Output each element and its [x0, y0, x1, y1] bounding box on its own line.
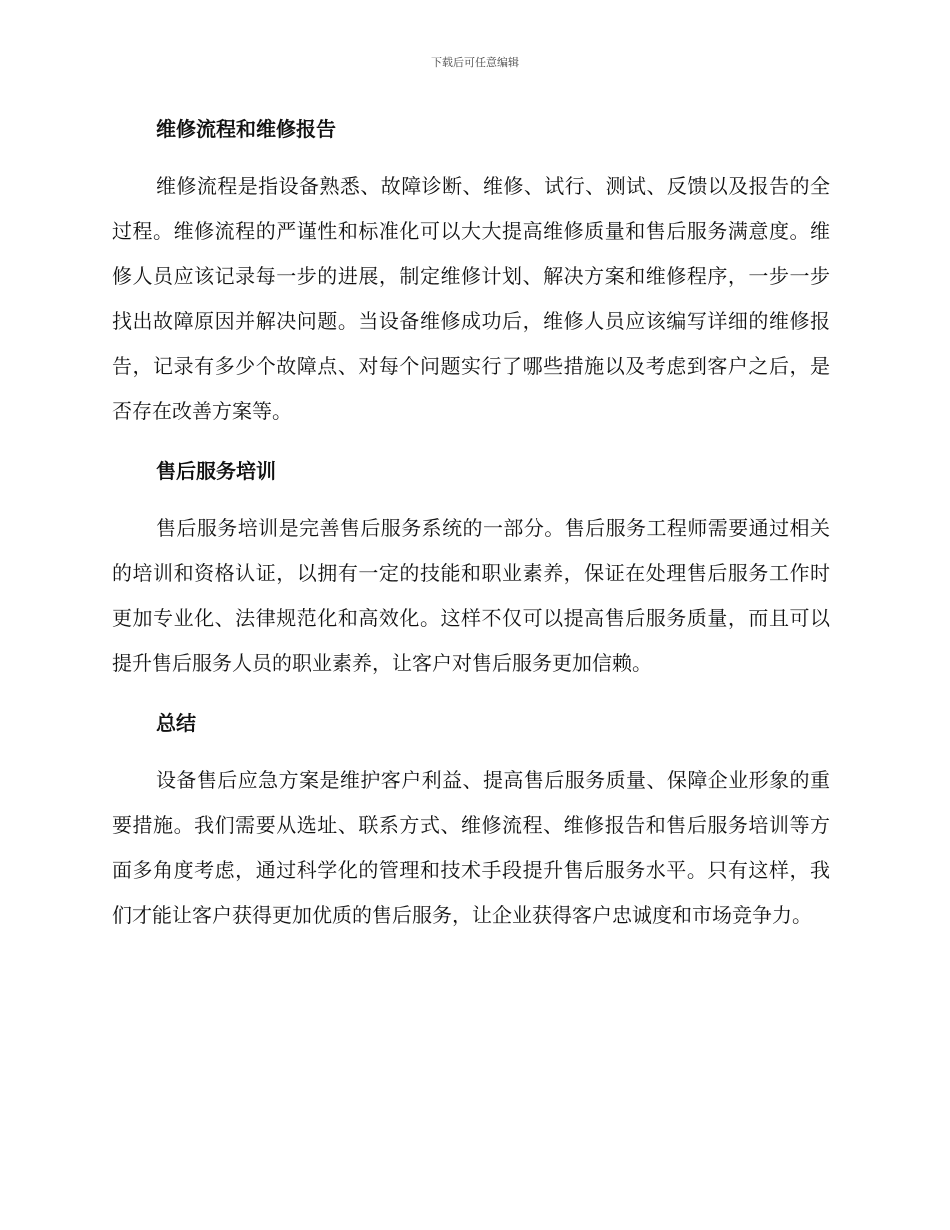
- section-title-summary: 总结: [156, 711, 196, 735]
- page-header: 下载后可任意编辑: [431, 56, 519, 69]
- section-title-service-training: 售后服务培训: [156, 459, 276, 483]
- paragraph-summary: 设备售后应急方案是维护客户利益、提高售后服务质量、保障企业形象的重要措施。我们需要从选址、联系方式、维修流程、维修报告和售后服务培训等方面多角度考虑，通过科学化的管理和技术手段提升售后服务水平。只有这样，我们才能让客户获得更加优质的售后服务，让企业获得客户忠诚度和市场竞争力。: [112, 768, 830, 927]
- section-title-repair-process: 维修流程和维修报告: [156, 117, 336, 141]
- paragraph-repair-process: 维修流程是指设备熟悉、故障诊断、维修、试行、测试、反馈以及报告的全过程。维修流程的严谨性和标准化可以大大提高维修质量和售后服务满意度。维修人员应该记录每一步的进展，制定维修计划、解决方案和维修程序，一步一步找出故障原因并解决问题。当设备维修成功后，维修人员应该编写详细的维修报告，记录有多少个故障点、对每个问题实行了哪些措施以及考虑到客户之后，是否存在改善方案等。: [112, 174, 830, 423]
- paragraph-service-training: 售后服务培训是完善售后服务系统的一部分。售后服务工程师需要通过相关的培训和资格认证，以拥有一定的技能和职业素养，保证在处理售后服务工作时更加专业化、法律规范化和高效化。这样不仅可以提高售后服务质量，而且可以提升售后服务人员的职业素养，让客户对售后服务更加信赖。: [112, 516, 830, 675]
- document-body: [112, 112, 830, 938]
